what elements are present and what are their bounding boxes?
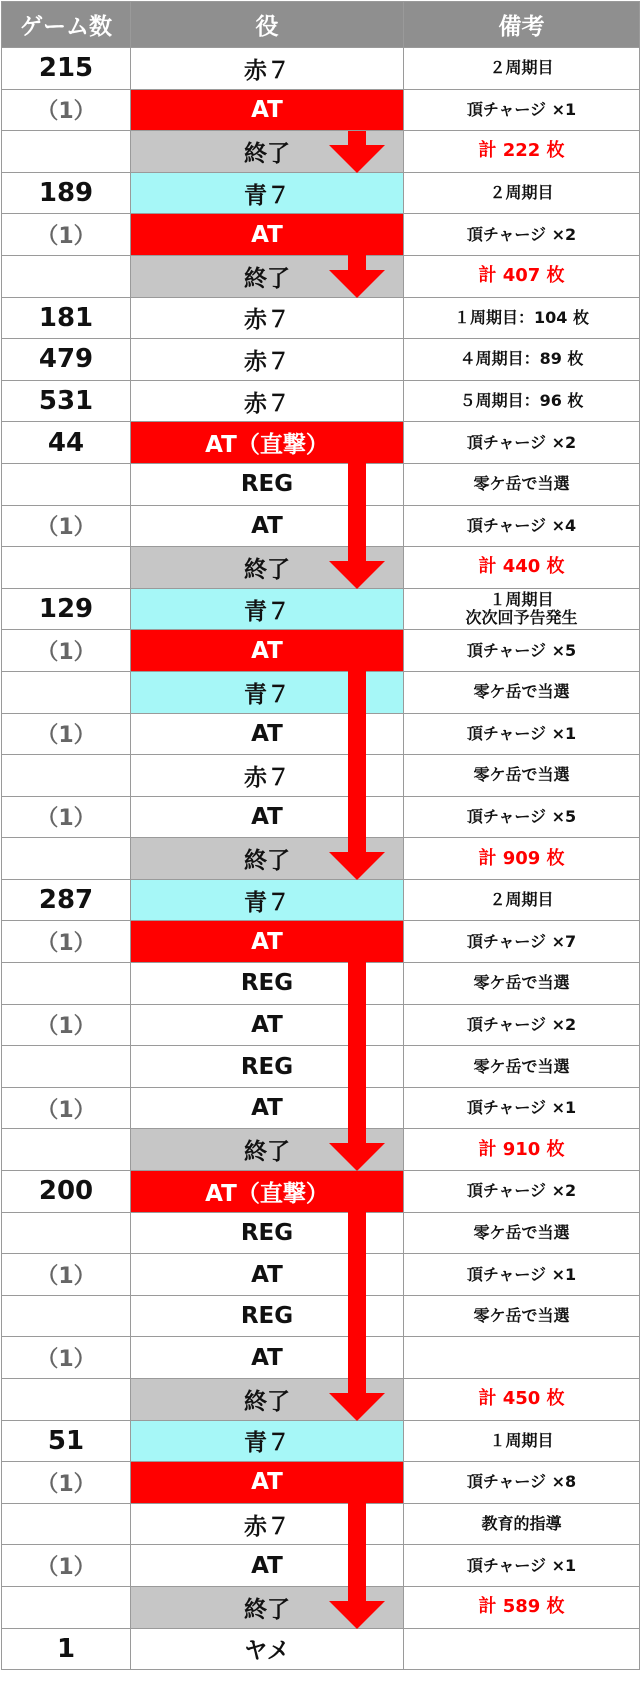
game-count-cell: （1） [2,505,131,547]
note-cell [404,1046,640,1088]
note-line: 頂チャージ ×4 [466,515,577,535]
table-row [2,588,640,630]
note-line: ４周期目：89 枚 [459,349,584,369]
note-line: 零ケ岳で当選 [473,1056,570,1076]
game-count-cell [2,1586,131,1628]
table-row [2,1171,640,1213]
role-cell: 赤７ [131,380,404,422]
table-row [2,1212,640,1254]
game-count-cell [2,1379,131,1421]
table-row [2,422,640,464]
note-line: 計 222 枚 [478,140,565,162]
note-line: 頂チャージ ×1 [466,99,577,119]
game-count-cell: （1） [2,89,131,131]
note-cell [404,380,640,422]
game-count-cell: （1） [2,1545,131,1587]
note-line: ５周期目：96 枚 [459,391,584,411]
table-row [2,48,640,90]
game-count-cell [2,838,131,880]
table-row [2,297,640,339]
note-cell [404,1628,640,1670]
table-row [2,89,640,131]
total-coins-cell [404,131,640,173]
total-coins-cell [404,838,640,880]
note-cell [404,796,640,838]
role-cell: REG [131,1295,404,1337]
note-cell [404,48,640,90]
note-cell [404,1503,640,1545]
role-cell: AT [131,1545,404,1587]
total-coins-cell [404,255,640,297]
game-count-cell [2,1046,131,1088]
note-line: ２周期目 [489,890,554,910]
note-cell [404,1087,640,1129]
role-cell: 青７ [131,172,404,214]
table-row [2,463,640,505]
header-role: 役 [131,2,404,48]
role-cell: AT（直撃） [131,1171,404,1213]
table-row [2,1545,640,1587]
role-cell: 終了 [131,1129,404,1171]
note-line: 計 589 枚 [478,1596,565,1618]
role-cell: REG [131,463,404,505]
role-cell: 青７ [131,671,404,713]
table-row [2,1254,640,1296]
note-cell [404,1420,640,1462]
note-line: 頂チャージ ×8 [466,1472,577,1492]
role-cell: 終了 [131,1379,404,1421]
note-line: ２周期目 [489,183,554,203]
game-count-cell [2,547,131,589]
role-cell: 赤７ [131,297,404,339]
game-count-cell: 189 [2,172,131,214]
table-row [2,131,640,173]
note-line: 零ケ岳で当選 [473,682,570,702]
role-cell: REG [131,1212,404,1254]
game-count-cell: 51 [2,1420,131,1462]
game-count-cell [2,1295,131,1337]
game-count-cell: 287 [2,879,131,921]
note-line: １周期目 [489,590,554,610]
table-row [2,630,640,672]
role-cell: 赤７ [131,755,404,797]
note-cell [404,963,640,1005]
role-cell: AT [131,1087,404,1129]
note-cell [404,89,640,131]
role-cell: AT [131,921,404,963]
game-count-cell [2,463,131,505]
table-row [2,1503,640,1545]
note-cell [404,422,640,464]
role-cell: REG [131,1046,404,1088]
role-cell: 赤７ [131,1503,404,1545]
table-row [2,671,640,713]
note-line: 計 450 枚 [478,1388,565,1410]
table-row [2,1586,640,1628]
note-cell [404,1545,640,1587]
role-cell: REG [131,963,404,1005]
total-coins-cell [404,1129,640,1171]
role-cell: ヤメ [131,1628,404,1670]
game-count-cell [2,1212,131,1254]
note-cell [404,588,640,630]
table-row [2,1462,640,1504]
role-cell: AT [131,89,404,131]
note-line: 頂チャージ ×2 [466,1014,577,1034]
game-count-cell [2,255,131,297]
game-count-cell: 215 [2,48,131,90]
role-cell: 終了 [131,1586,404,1628]
note-cell [404,921,640,963]
note-line: 頂チャージ ×7 [466,931,577,951]
game-count-cell: （1） [2,1254,131,1296]
table-row [2,838,640,880]
game-count-cell [2,1503,131,1545]
note-line: 頂チャージ ×2 [466,1181,577,1201]
table-row [2,963,640,1005]
note-cell [404,463,640,505]
total-coins-cell [404,547,640,589]
note-cell [404,1337,640,1379]
table-row [2,1420,640,1462]
role-cell: AT [131,505,404,547]
game-count-cell: （1） [2,796,131,838]
role-cell: AT [131,1004,404,1046]
role-cell: AT [131,1337,404,1379]
note-line: １周期目 [489,1430,554,1450]
game-count-cell: 200 [2,1171,131,1213]
note-line: 零ケ岳で当選 [473,973,570,993]
role-cell: 終了 [131,255,404,297]
table-header-row [2,2,640,48]
note-line: 頂チャージ ×5 [466,806,577,826]
note-line: 頂チャージ ×5 [466,640,577,660]
note-line: 計 440 枚 [478,556,565,578]
note-cell [404,1295,640,1337]
note-line: 頂チャージ ×2 [466,224,577,244]
note-line: 教育的指導 [481,1514,562,1534]
game-count-cell: 531 [2,380,131,422]
table-row [2,1379,640,1421]
note-cell [404,630,640,672]
table-row [2,339,640,381]
table-body [2,48,640,1670]
table-row [2,1046,640,1088]
game-count-cell [2,671,131,713]
total-coins-cell [404,1586,640,1628]
role-cell: AT [131,1254,404,1296]
table-row [2,255,640,297]
note-cell [404,172,640,214]
role-cell: AT [131,1462,404,1504]
table-row [2,505,640,547]
at-history-table [1,1,640,1670]
role-cell: AT [131,713,404,755]
game-count-cell: 181 [2,297,131,339]
game-count-cell: 1 [2,1628,131,1670]
note-cell [404,339,640,381]
game-count-cell [2,755,131,797]
note-line: 頂チャージ ×1 [466,1555,577,1575]
table-row [2,1337,640,1379]
table-row [2,921,640,963]
role-cell: 終了 [131,131,404,173]
note-line: 頂チャージ ×1 [466,1098,577,1118]
note-line: ２周期目 [489,58,554,78]
game-count-cell: （1） [2,1337,131,1379]
note-cell [404,505,640,547]
table-row [2,879,640,921]
note-line: 零ケ岳で当選 [473,765,570,785]
note-line: 頂チャージ ×2 [466,432,577,452]
role-cell: AT [131,796,404,838]
note-line: １周期目：104 枚 [454,307,589,327]
note-line: 頂チャージ ×1 [466,723,577,743]
game-count-cell: （1） [2,1462,131,1504]
game-count-cell [2,131,131,173]
note-line: 計 910 枚 [478,1138,565,1160]
table-row [2,547,640,589]
table-row [2,172,640,214]
note-line: 次次回予告発生 [465,608,578,628]
role-cell: 終了 [131,838,404,880]
note-cell [404,297,640,339]
note-line: 計 407 枚 [478,265,565,287]
table-row [2,1004,640,1046]
table-row [2,1129,640,1171]
game-count-cell: 129 [2,588,131,630]
note-cell [404,755,640,797]
note-cell [404,671,640,713]
table-row [2,755,640,797]
table-row [2,1628,640,1670]
role-cell: 青７ [131,588,404,630]
note-cell [404,214,640,256]
game-count-cell: 44 [2,422,131,464]
header-game-count: ゲーム数 [2,2,131,48]
note-cell [404,1212,640,1254]
note-cell [404,1254,640,1296]
game-count-cell: （1） [2,921,131,963]
game-count-cell: （1） [2,713,131,755]
game-count-cell: （1） [2,1004,131,1046]
note-cell [404,1004,640,1046]
note-cell [404,713,640,755]
note-line: 零ケ岳で当選 [473,1306,570,1326]
table-row [2,380,640,422]
role-cell: 青７ [131,879,404,921]
table-row [2,713,640,755]
note-cell [404,879,640,921]
role-cell: 終了 [131,547,404,589]
game-count-cell: 479 [2,339,131,381]
game-count-cell: （1） [2,1087,131,1129]
note-cell [404,1171,640,1213]
game-count-cell [2,963,131,1005]
note-line: 零ケ岳で当選 [473,1222,570,1242]
role-cell: AT [131,214,404,256]
role-cell: 赤７ [131,48,404,90]
game-count-cell [2,1129,131,1171]
note-line: 頂チャージ ×1 [466,1264,577,1284]
note-line: 計 909 枚 [478,847,565,869]
game-count-cell: （1） [2,214,131,256]
table-row [2,796,640,838]
role-cell: 赤７ [131,339,404,381]
role-cell: AT（直撃） [131,422,404,464]
role-cell: 青７ [131,1420,404,1462]
note-line: 零ケ岳で当選 [473,474,570,494]
table-row [2,214,640,256]
header-note: 備考 [404,2,640,48]
total-coins-cell [404,1379,640,1421]
table-row [2,1295,640,1337]
table-row [2,1087,640,1129]
game-count-cell: （1） [2,630,131,672]
role-cell: AT [131,630,404,672]
note-cell [404,1462,640,1504]
